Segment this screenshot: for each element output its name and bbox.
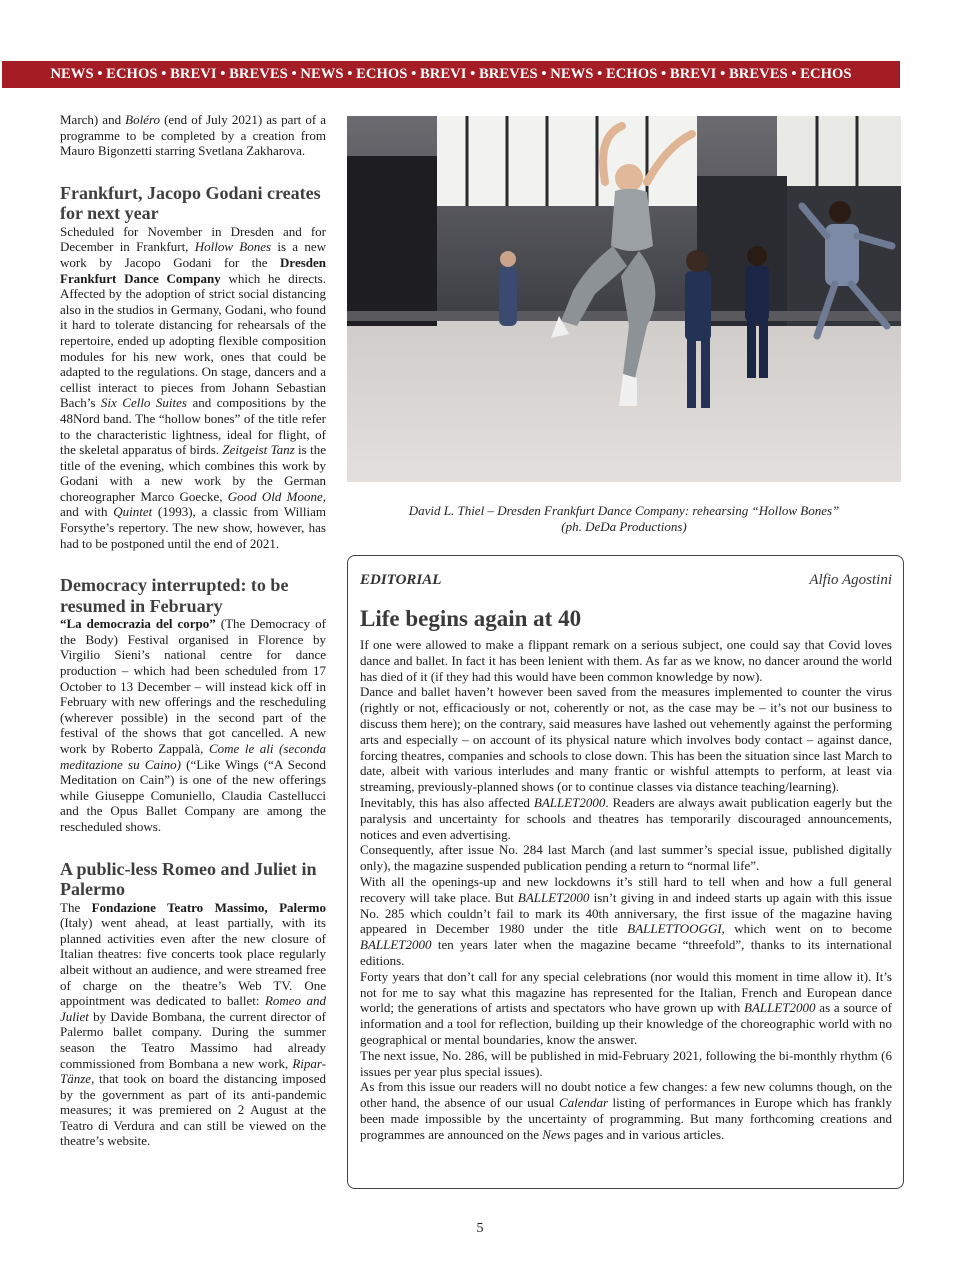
text-run: listing of performances in Europe which has frankly been made impossible by the uncertainty of programming. But many forthcoming creations and programmes are announced on the: [360, 1095, 892, 1142]
section-heading-democracy: Democracy interrupted: to be resumed in February: [60, 575, 289, 616]
photo-caption: [347, 503, 901, 535]
text-run: Scheduled for November in Dresden and for December in Frankfurt,: [60, 223, 326, 255]
editorial-label: EDITORIAL: [360, 572, 442, 588]
editorial-paragraph: [360, 684, 892, 795]
text-run: If one were allowed to make a flippant remark on a serious subject, one could say that Covid loves dance and ballet. In fact it has been lenient with them. As far as we know, no dancer around the world has died of it (if they had this would have been common knowledge by now).: [360, 637, 892, 684]
bold-text: “La democrazia del corpo”: [60, 616, 216, 632]
editorial-paragraph: [360, 795, 892, 842]
editorial-box: [347, 555, 904, 1189]
text-run: , which went on to become: [721, 921, 892, 937]
italic-text: Boléro: [125, 112, 161, 127]
section-body-palermo: [60, 900, 326, 1150]
italic-text: BALLET2000: [517, 889, 590, 905]
italic-text: Come le ali (seconda meditazione su Caino): [60, 741, 326, 772]
italic-text: Ripar-Tänze: [60, 1055, 326, 1087]
text-run: , and with: [60, 488, 326, 520]
caption-line-2: (ph. DeDa Productions): [561, 519, 687, 534]
text-run: by Davide Bombana, the current director of Palermo ballet company. During the summer season the Teatro Massimo had already commissioned from Bombana a new work,: [60, 1008, 326, 1071]
page-number: 5: [476, 1221, 484, 1236]
italic-text: News: [542, 1126, 571, 1142]
section-banner: NEWS • ECHOS • BREVI • BREVES • NEWS • ECHOS • BREVI • BREVES • NEWS • ECHOS • BREVI • BREVES • ECHOS: [2, 61, 900, 88]
editorial-body: [360, 637, 892, 1143]
text-run: Forty years that don’t call for any special celebrations (nor would this moment in time allow it). It’s not for me to say what this magazine has represented for the Italian, French and European dance world; the generations of artists and spectators who have grown up with: [360, 968, 892, 1016]
section-body-democracy: [60, 616, 326, 834]
italic-text: BALLET2000: [533, 794, 606, 810]
editorial-paragraph: [360, 1048, 892, 1080]
text-run: Consequently, after issue No. 284 last March (and last summer’s special issue, published digitally only), the magazine suspended publication pending a return to “normal life”.: [360, 842, 892, 874]
text-run: (end of July 2021) as part of a programme to be completed by a creation from Mauro Bigonzetti starring Svetlana Zakharova.: [60, 112, 326, 159]
section-body-frankfurt: [60, 224, 326, 551]
text-run: pages and in various articles.: [570, 1126, 725, 1142]
text-run: ten years later when the magazine became “threefold”, thanks to its international editions.: [360, 937, 892, 968]
italic-text: BALLETTOOGGI: [627, 921, 722, 937]
italic-text: Calendar: [558, 1095, 609, 1111]
intro-paragraph: [60, 112, 326, 159]
italic-text: Romeo and Juliet: [60, 993, 327, 1024]
text-run: . Readers are always await publication eagerly but the paralysis and uncertainty for schools and theatres has temporarily discouraged announcements, notices and even advertising.: [360, 794, 892, 842]
section-heading-palermo: A public-less Romeo and Juliet in Palermo: [60, 858, 317, 900]
text-run: is a new work by Jacopo Godani for the: [60, 239, 326, 270]
text-run: (“Like Wings (“A Second Meditation on Cain”) is one of the new offerings while Giuseppe Comuniello, Claudia Castellucci and the Opus Ballet Company are among the rescheduled shows.: [60, 756, 326, 834]
text-run: , that took on board the distancing imposed by the government as part of its anti-pandemic measures; it was premiered on 2 August at the Teatro di Verdura and can still be viewed on the theatre’s website.: [60, 1071, 326, 1149]
text-run: (Italy) went ahead, at least partially, with its planned activities even after the new closure of Italian theatres: five concerts took place regularly albeit without an audience, and were streamed free of charge on the theatre’s Web TV. One appointment was dedicated to ballet:: [60, 915, 326, 1009]
italic-text: BALLET2000: [744, 1000, 816, 1016]
editorial-paragraph: [360, 637, 892, 684]
bold-text: Fondazione Teatro Massimo, Palermo: [91, 899, 326, 915]
text-run: is the title of the evening, which combines this work by Godani with a new work by the German choreographer Marco Goecke,: [60, 442, 326, 504]
editorial-paragraph: [360, 874, 892, 969]
editorial-title: Life begins again at 40: [360, 606, 582, 631]
editorial-author: Alfio Agostini: [809, 572, 892, 588]
italic-text: Good Old Moone: [227, 488, 323, 504]
left-column: [60, 112, 326, 1149]
section-heading-frankfurt: Frankfurt, Jacopo Godani creates for next year: [60, 182, 321, 224]
text-run: With all the openings-up and new lockdowns it’s still hard to tell when and how a full general recovery will take place. But: [360, 873, 892, 905]
text-run: Inevitably, this has also affected: [360, 794, 534, 810]
rehearsal-photo: [347, 116, 901, 482]
italic-text: BALLET2000: [360, 937, 432, 953]
editorial-header: [360, 572, 892, 596]
text-run: and compositions by the 48Nord band. The “hollow bones” of the title refer to the characteristic lightness, ideal for flight, of the skeletal apparatus of birds.: [60, 395, 326, 458]
editorial-paragraph: [360, 1079, 892, 1142]
italic-text: Six Cello Suites: [100, 395, 187, 411]
editorial-paragraph: [360, 969, 892, 1048]
bold-text: Dresden Frankfurt Dance Company: [60, 254, 326, 286]
text-run: which he directs. Affected by the adoption of strict social distancing also in the studios in Germany, Godani, who found it hard to tolerate distancing for rehearsals of the repertoire, ended up adopting flexible composition modules for his new work, ones that could be adapted to the regulations. On stage, dancers and a cellist interact to pieces from Johann Sebastian Bach’s: [60, 270, 326, 411]
italic-text: Quintet: [113, 504, 153, 520]
text-run: March) and: [60, 112, 126, 127]
italic-text: Hollow Bones: [194, 239, 272, 255]
caption-line-1: David L. Thiel – Dresden Frankfurt Dance Company: rehearsing “Hollow Bones”: [408, 503, 840, 518]
text-run: The: [60, 899, 92, 915]
text-run: Dance and ballet haven’t however been saved from the measures implemented to counter the virus (rightly or not, efficaciously or not, coherently or not, as the case may be – it’s not our business to discuss them here); on the contrary, said measures have lashed out vehemently against the performing arts and especially – on account of its physical nature which involves body contact – against dance, forcing theatres, companies and schools to close down. This has been the situation since last March to date, albeit with various interludes and many frantic or wishful attempts to perform, at least via streaming, previously-planned shows (or to continue classes via distance teaching/learning).: [360, 684, 892, 795]
text-run: The next issue, No. 286, will be published in mid-February 2021, following the bi-monthly rhythm (6 issues per year plus special issues).: [360, 1047, 892, 1079]
text-run: As from this issue our readers will no doubt notice a few changes: a few new columns though, on the other hand, the absence of our usual: [360, 1079, 892, 1111]
text-run: as a source of information and a tool for reflection, building up their knowledge of the choreographic world with no geographical or mental boundaries, know the answer.: [360, 1000, 892, 1047]
editorial-paragraph: [360, 842, 892, 874]
text-run: (1993), a classic from William Forsythe’s repertory. The new show, however, has had to be postponed until the end of 2021.: [60, 504, 326, 551]
text-run: (The Democracy of the Body) Festival organised in Florence by Virgilio Sieni’s national centre for dance production – which had been scheduled from 17 October to 13 December – will instead kick off in February with new offerings and the rescheduling (wherever possible) in the second part of the festival of the shows that got cancelled. A new work by Roberto Zappalà,: [60, 616, 326, 756]
text-run: isn’t giving in and indeed starts up again with this issue No. 285 which couldn’t fail to mark its 40th anniversary, the first issue of the magazine having appeared in December 1980 under the title: [360, 889, 892, 937]
italic-text: Zeitgeist Tanz: [222, 442, 295, 458]
